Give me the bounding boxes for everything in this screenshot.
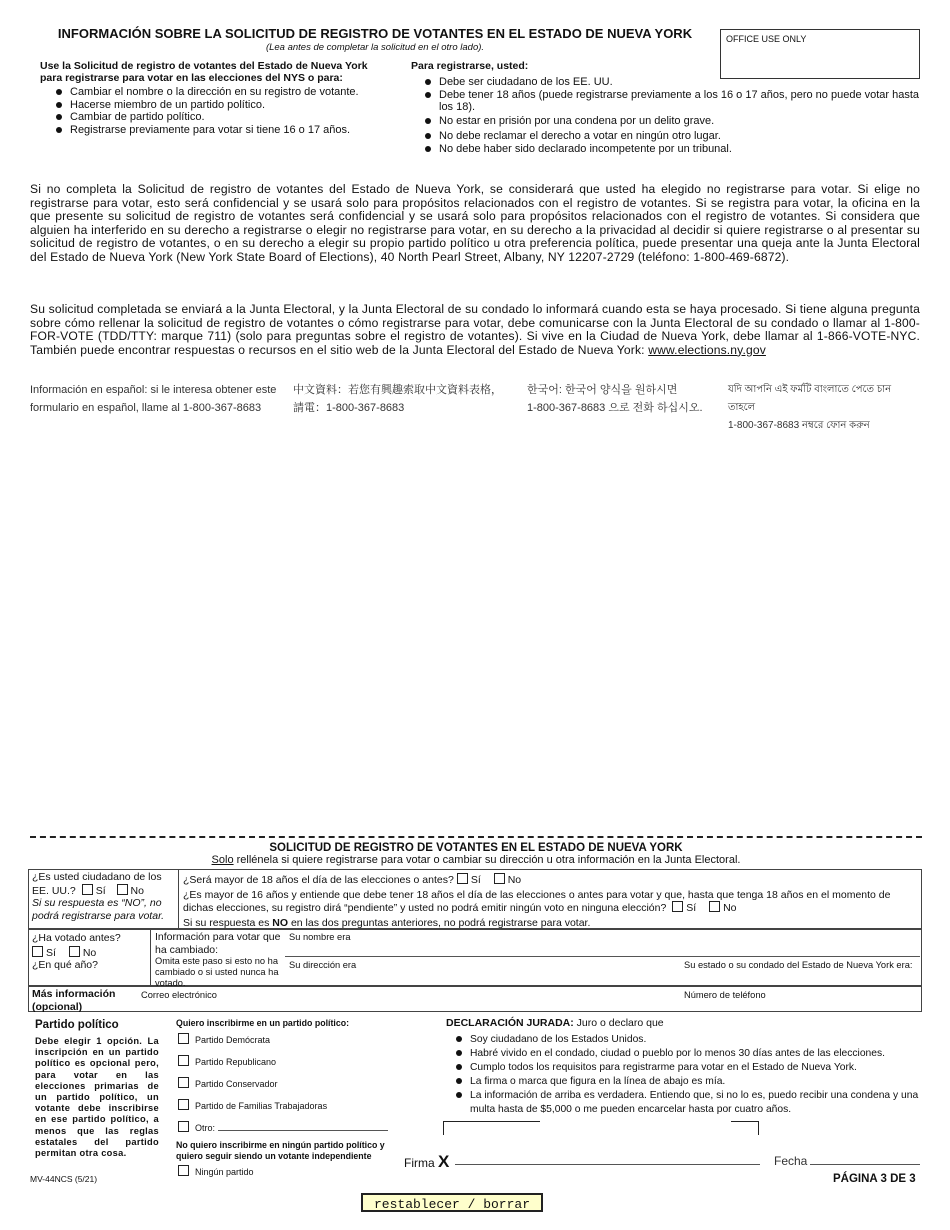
- info-subtitle: (Lea antes de completar la solicitud en el otro lado).: [265, 42, 485, 53]
- lang-korean: [527, 381, 722, 417]
- voted-no-label: No: [82, 946, 97, 959]
- form-subtitle-rest: rellénela si quiere registrarse para votar o cambiar su dirección u otra información en la Junta Electoral.: [233, 854, 741, 866]
- age-q1-yes-checkbox[interactable]: [457, 873, 468, 884]
- reset-button[interactable]: restablecer / borrar: [361, 1193, 543, 1212]
- citizen-no-checkbox[interactable]: [117, 884, 128, 895]
- lang-line: 1-800-367-8683 নম্বরে ফোন করুন: [728, 420, 870, 431]
- changed-title: Información para votar que ha cambiado:: [155, 931, 281, 956]
- divider: [150, 929, 151, 986]
- signature-corner-top-right: [731, 1121, 759, 1122]
- changed-note: Omita este paso si esto no ha cambiado o si usted nunca ha votado.: [155, 956, 279, 988]
- age-q1: ¿Será mayor de 18 años el día de las elecciones o antes?: [183, 874, 454, 886]
- party-other-field[interactable]: [218, 1130, 388, 1131]
- lang-spanish: [30, 381, 280, 417]
- date-label: Fecha: [774, 1154, 808, 1168]
- citizen-no-label: No: [130, 884, 144, 897]
- list-item: La información de arriba es verdadera. Entiendo que, si no lo es, puedo recibir una condena y una multa hasta de $5,000 o me pueden encarcelar hasta por cuatro años.: [440, 1089, 920, 1117]
- list-item: No debe reclamar el derecho a votar en ningún otro lugar.: [411, 130, 921, 143]
- party-option: [178, 1121, 215, 1133]
- phone-label: Número de teléfono: [684, 990, 766, 1000]
- list-item: No debe haber sido declarado incompetente por un tribunal.: [411, 143, 921, 156]
- name-was-label: Su nombre era: [289, 932, 351, 942]
- right-heading: Para registrarse, usted:: [411, 60, 529, 72]
- age-q2: ¿Es mayor de 16 años y entiende que debe tener 18 años el día de las elecciones o antes para votar y que, hasta que tenga 18 años en el momento de dichas elecciones, su registro dirá “pendiente” y usted no podrá emitir ningún voto en ninguna elección?: [183, 888, 891, 914]
- age-questions: [183, 873, 918, 929]
- age-q2-row: [183, 889, 918, 915]
- list-item: Cambiar de partido político.: [40, 111, 400, 124]
- lang-line: 1-800-367-8683 으로 전화 하십시오.: [527, 402, 703, 414]
- signature-corner-left: [443, 1121, 444, 1135]
- more-info-title: Más información: [32, 988, 116, 1000]
- voted-before: [32, 932, 147, 972]
- lang-line: 한국어: 한국어 양식을 원하시면: [527, 384, 678, 396]
- oath-list: [440, 1033, 920, 1117]
- signature-label: [404, 1152, 449, 1172]
- list-item: Cumplo todos los requisitos para registrarme para votar en el Estado de Nueva York.: [440, 1061, 920, 1075]
- right-list: [411, 76, 921, 155]
- signature-x: X: [438, 1152, 450, 1171]
- party-republican-checkbox[interactable]: [178, 1055, 189, 1066]
- list-item: Soy ciudadano de los Estados Unidos.: [440, 1033, 920, 1047]
- lang-chinese: [293, 381, 523, 417]
- party-title: Partido político: [35, 1019, 119, 1031]
- age-q2-yes-label: Sí: [686, 902, 697, 914]
- signature-corner-top-left: [443, 1121, 540, 1122]
- elections-link[interactable]: www.elections.ny.gov: [648, 342, 766, 357]
- left-heading-2: para registrarse para votar en las elecciones del NYS o para:: [40, 72, 343, 84]
- party-option: [178, 1033, 270, 1045]
- lang-line: 請電：1-800-367-8683: [293, 402, 405, 414]
- party-other-label: Otro:: [195, 1123, 216, 1133]
- age-q1-no-checkbox[interactable]: [494, 873, 505, 884]
- more-info-label: [32, 988, 115, 1013]
- age-q1-row: [183, 873, 918, 887]
- citizen-note: Si su respuesta es “NO”, no podrá registrarse para votar.: [32, 897, 165, 922]
- age-note-c: en las dos preguntas anteriores, no podrá registrarse para votar.: [288, 916, 591, 929]
- signature-corner-right: [758, 1121, 759, 1135]
- list-item: Cambiar el nombre o la dirección en su registro de votante.: [40, 86, 400, 99]
- voted-options: [32, 946, 147, 960]
- page-number: PÁGINA 3 DE 3: [833, 1173, 916, 1185]
- party-option: [178, 1077, 278, 1089]
- party-other-checkbox[interactable]: [178, 1121, 189, 1132]
- voted-question: ¿Ha votado antes?: [32, 932, 121, 944]
- lang-line: formulario en español, llame al 1-800-367-8683: [30, 402, 262, 414]
- cut-line: [30, 836, 922, 838]
- age-q2-yes-checkbox[interactable]: [672, 901, 683, 912]
- divider: [178, 869, 179, 929]
- date-field[interactable]: [810, 1164, 920, 1165]
- paragraph-2: [30, 303, 920, 357]
- party-conservative-checkbox[interactable]: [178, 1077, 189, 1088]
- party-option: [178, 1099, 327, 1111]
- changed-info: [155, 931, 283, 989]
- voted-yes-label: Sí: [46, 946, 56, 959]
- list-item: Habré vivido en el condado, ciudad o pueblo por lo menos 30 días antes de las elecciones.: [440, 1047, 920, 1061]
- no-party-option-label: Ningún partido: [195, 1167, 254, 1177]
- citizen-q-line2: [32, 884, 177, 898]
- oath-intro: Juro o declaro que: [573, 1017, 664, 1029]
- voted-year: ¿En qué año?: [32, 959, 98, 971]
- lang-line: Información en español: si le interesa obtener este: [30, 384, 277, 396]
- signature-field[interactable]: [455, 1164, 760, 1165]
- voted-no-checkbox[interactable]: [69, 946, 80, 957]
- paragraph-2-text: Su solicitud completada se enviará a la Junta Electoral, y la Junta Electoral de su condado lo informará cuando esta se haya procesado. Si tiene alguna pregunta sobre cómo rellenar la solicitud de registro de votantes o cómo registrarse para votar, debe comunicarse con la Junta Electoral de su condado o llamar al 1-800-FOR-VOTE (TDD/TTY: marque 711) (solo para preguntas sobre el registro de votantes). Si vive en la Ciudad de Nueva York, debe llamar al 1-866-VOTE-NYC. También puede encontrar respuestas o recursos en el sitio web de la Junta Electoral del Estado de Nueva York:: [30, 302, 920, 357]
- age-q2-no-checkbox[interactable]: [709, 901, 720, 912]
- signature-text: Firma: [404, 1156, 435, 1170]
- more-info-optional: (opcional): [32, 1000, 83, 1013]
- county-was-label: Su estado o su condado del Estado de Nueva York era:: [684, 960, 913, 970]
- citizen-question: [32, 871, 177, 922]
- citizen-q-text: EE. UU.?: [32, 884, 76, 897]
- list-item: La firma o marca que figura en la línea de abajo es mía.: [440, 1075, 920, 1089]
- list-item: Debe ser ciudadano de los EE. UU.: [411, 76, 921, 89]
- lang-line: 中文資料：若您有興趣索取中文資料表格，: [293, 384, 502, 396]
- age-note-a: Si su respuesta es: [183, 916, 273, 929]
- oath-label: DECLARACIÓN JURADA:: [446, 1017, 574, 1029]
- right-column: [411, 60, 921, 155]
- party-enroll-label: Quiero inscribirme en un partido político:: [176, 1018, 350, 1028]
- left-heading-1: Use la Solicitud de registro de votantes del Estado de Nueva York: [40, 60, 368, 72]
- citizen-yes-checkbox[interactable]: [82, 884, 93, 895]
- form-title: SOLICITUD DE REGISTRO DE VOTANTES EN EL ESTADO DE NUEVA YORK: [269, 842, 683, 854]
- lang-bengali: [728, 381, 920, 435]
- age-q2-no-label: No: [723, 902, 737, 914]
- list-item: No estar en prisión por una condena por un delito grave.: [411, 115, 921, 128]
- no-party-label: No quiero inscribirme en ningún partido político y quiero seguir siendo un votante independiente: [176, 1140, 385, 1161]
- list-item: Hacerse miembro de un partido político.: [40, 99, 400, 112]
- oath-heading: [446, 1017, 664, 1029]
- lang-line: যদি আপনি এই ফর্মটি বাংলাতে পেতে চান তাহলে: [728, 384, 892, 413]
- name-was-field[interactable]: [285, 956, 920, 957]
- age-note: [183, 917, 918, 930]
- list-item: Registrarse previamente para votar si tiene 16 o 17 años.: [40, 124, 400, 137]
- info-title: INFORMACIÓN SOBRE LA SOLICITUD DE REGISTRO DE VOTANTES EN EL ESTADO DE NUEVA YORK: [57, 26, 693, 41]
- form-code: MV-44NCS (5/21): [30, 1174, 98, 1184]
- party-democrat-label: Partido Demócrata: [195, 1035, 271, 1045]
- party-option: [178, 1055, 276, 1067]
- age-q1-yes-label: Sí: [470, 874, 481, 886]
- citizen-yes-label: Sí: [95, 884, 106, 897]
- paragraph-1: Si no completa la Solicitud de registro de votantes del Estado de Nueva York, se considerará que usted ha elegido no registrarse para votar. Si elige no registrarse para votar, esto será confidencial y se usará solo para propósitos relacionados con el registro de votantes. Si se registra para votar, la oficina en la que presente su solicitud de registro de votantes será confidencial y se usará solo para propósitos relacionados con el registro de votantes. Si considera que alguien ha interferido en su derecho a registrarse o elegir no registrarse para votar, en su derecho a la privacidad al decidir si quiere registrarse o al presentar su solicitud de registro de votantes, o en su derecho a elegir su propio partido político u otra preferencia política, puede presentar una queja ante la Junta Electoral del Estado de Nueva York (New York State Board of Elections), 40 North Pearl Street, Albany, NY 12207-2729 (teléfono: 1-800-469-6872).: [30, 182, 920, 264]
- email-label: Correo electrónico: [141, 990, 217, 1000]
- party-republican-label: Partido Republicano: [195, 1057, 277, 1067]
- form-subtitle: [30, 854, 922, 866]
- party-conservative-label: Partido Conservador: [195, 1079, 278, 1089]
- no-party-checkbox[interactable]: [178, 1165, 189, 1176]
- form-subtitle-only: Solo: [211, 854, 234, 866]
- party-wfp-label: Partido de Familias Trabajadoras: [195, 1101, 328, 1111]
- citizen-q-line1: ¿Es usted ciudadano de los: [32, 871, 162, 883]
- office-use-label: OFFICE USE ONLY: [726, 34, 807, 44]
- party-democrat-checkbox[interactable]: [178, 1033, 189, 1044]
- age-note-b: NO: [272, 916, 289, 929]
- party-note: Debe elegir 1 opción. La inscripción en un partido político es opcional pero, para votar en las elecciones primarias de un partido político, un votante debe inscribirse en ese partido político, a menos que las reglas estatales del partido permitan otra cosa.: [35, 1036, 159, 1159]
- address-was-label: Su dirección era: [289, 960, 357, 970]
- left-list: [40, 86, 400, 136]
- voted-yes-checkbox[interactable]: [32, 946, 43, 957]
- party-wfp-checkbox[interactable]: [178, 1099, 189, 1110]
- party-option: [178, 1165, 254, 1177]
- age-q1-no-label: No: [507, 874, 522, 886]
- list-item: Debe tener 18 años (puede registrarse previamente a los 16 o 17 años, pero no puede votar hasta los 18).: [411, 89, 921, 114]
- left-column: [40, 60, 400, 136]
